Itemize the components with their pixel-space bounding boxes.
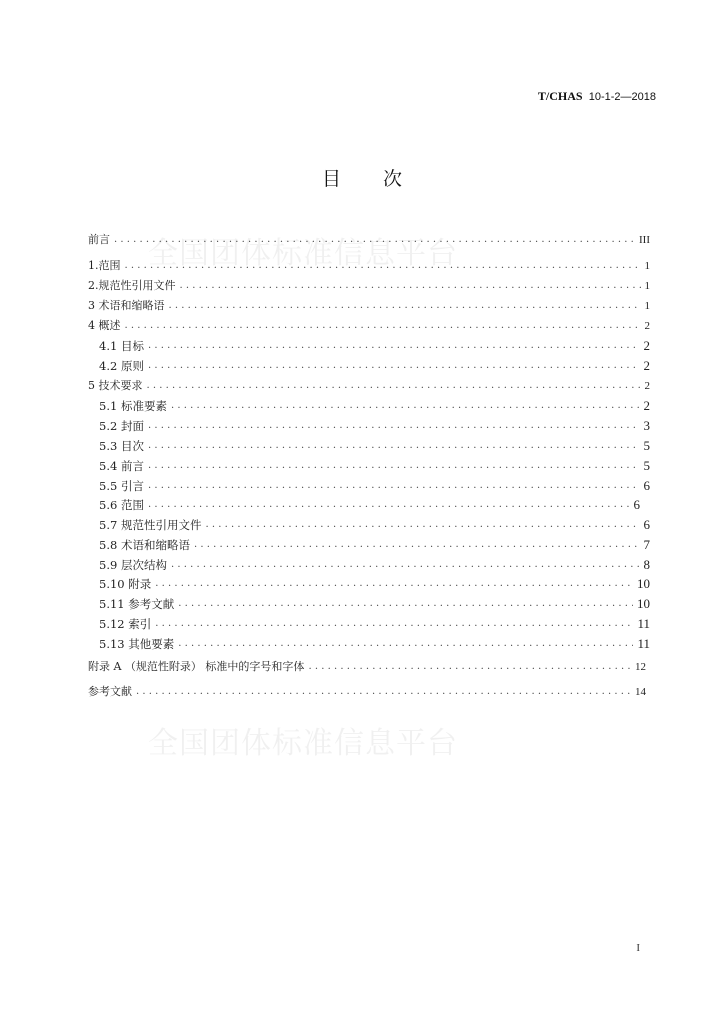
toc-entry[interactable]: 5.11 参考文献 ..... 10 <box>99 595 650 611</box>
toc-entry[interactable]: 5.5 引言 ..... 6 <box>99 477 650 493</box>
page-folio: I <box>636 942 640 954</box>
toc-entry[interactable]: 5.4 前言 ..... 5 <box>99 457 650 473</box>
toc-entry[interactable]: 5.7 规范性引用文件 ..... 6 <box>99 516 650 532</box>
toc-entry[interactable]: 5.9 层次结构 ..... 8 <box>99 556 650 572</box>
watermark-bottom: 全国团体标准信息平台 <box>148 726 458 761</box>
toc-entry[interactable]: 5.6 范围 ..... 6 <box>99 496 640 512</box>
toc-entry[interactable]: 4.1 目标 ..... 2 <box>99 337 650 353</box>
toc-entry[interactable]: 5 技术要求 ..... 2 <box>88 377 650 393</box>
standard-number: 10-1-2—2018 <box>588 91 656 103</box>
toc-entry[interactable]: 5.10 附录 ..... 10 <box>99 575 650 591</box>
toc-entry[interactable]: 前言 ..... III <box>88 231 650 247</box>
toc-entry[interactable]: 2.规范性引用文件 ..... 1 <box>88 277 650 293</box>
toc-entry[interactable]: 5.13 其他要素 ..... 11 <box>99 635 650 651</box>
watermark-top: 全国团体标准信息平台 <box>148 236 458 271</box>
toc-entry[interactable]: 附录 A （规范性附录） 标准中的字号和字体 ..... 12 <box>88 658 646 674</box>
toc-entry[interactable]: 4.2 原则 ..... 2 <box>99 357 650 373</box>
toc-entry[interactable]: 3 术语和缩略语 ..... 1 <box>88 297 650 313</box>
toc-entry[interactable]: 5.2 封面 ..... 3 <box>99 417 650 433</box>
toc-entry[interactable]: 4 概述 ..... 2 <box>88 317 650 333</box>
toc-entry[interactable]: 1.范围 ..... 1 <box>88 257 650 273</box>
toc-entry[interactable]: 5.8 术语和缩略语 ..... 7 <box>99 536 650 552</box>
standard-prefix: T/CHAS <box>537 89 583 103</box>
toc-entry[interactable]: 5.12 索引 ..... 11 <box>99 615 650 631</box>
page-title: 目次 <box>321 168 444 190</box>
toc-entry[interactable]: 5.3 目次 ..... 5 <box>99 437 650 453</box>
toc-entry[interactable]: 5.1 标准要素 ..... 2 <box>99 397 650 413</box>
toc-entry[interactable]: 参考文献 ..... 14 <box>88 683 646 699</box>
